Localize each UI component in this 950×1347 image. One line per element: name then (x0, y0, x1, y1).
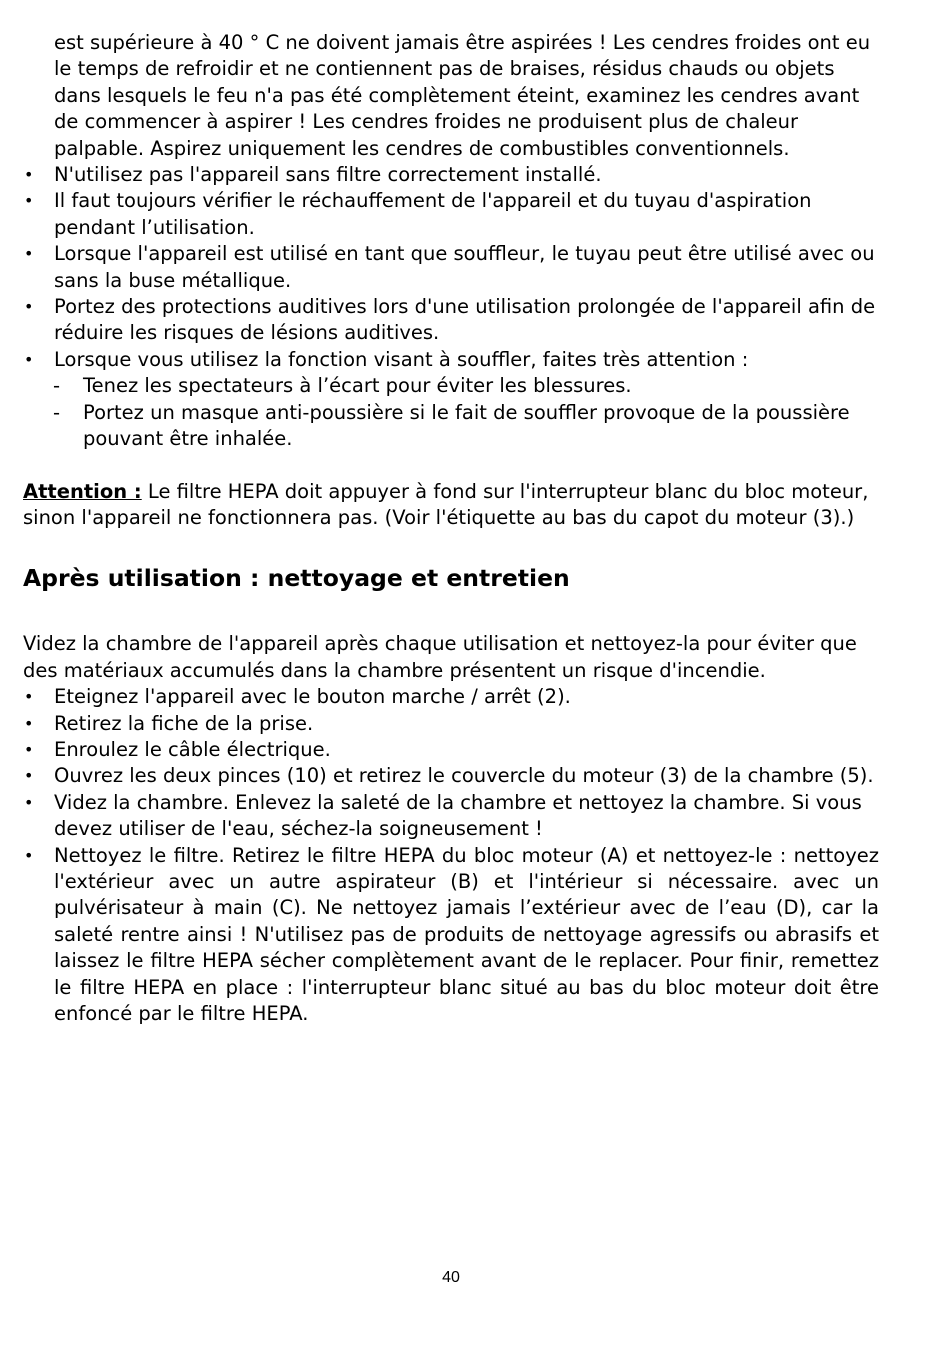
sub-list-item (23, 400, 879, 453)
bullet-icon: • (24, 713, 34, 733)
document-page (23, 30, 879, 1027)
list-item (23, 347, 879, 373)
dash-icon: - (53, 374, 61, 398)
list-item-text: Retirez la fiche de la prise. (54, 711, 314, 735)
bullet-icon: • (24, 792, 34, 812)
dash-icon: - (53, 400, 61, 424)
list-item (23, 294, 879, 347)
bullet-icon: • (24, 165, 34, 185)
list-item (23, 790, 879, 843)
bullet-icon: • (24, 349, 34, 369)
list-item-text: Eteignez l'appareil avec le bouton marche / arrêt (2). (54, 685, 571, 709)
bullet-icon: • (24, 739, 34, 759)
bullet-icon: • (24, 766, 34, 786)
list-item-text: N'utilisez pas l'appareil sans filtre correctement installé. (54, 163, 602, 187)
list-item-text: Lorsque vous utilisez la fonction visant à souffler, faites très attention : (54, 347, 749, 371)
list-item-text: Portez des protections auditives lors d'une utilisation prolongée de l'appareil afin de réduire les risques de lésions auditives. (54, 295, 876, 345)
list-item (23, 737, 879, 763)
cleaning-bullet-list (23, 684, 879, 1027)
list-item-text: Enroulez le câble électrique. (54, 737, 331, 761)
attention-note (23, 479, 879, 532)
list-item (23, 843, 879, 1028)
list-item-text: Videz la chambre. Enlevez la saleté de la chambre et nettoyez la chambre. Si vous devez utiliser de l'eau, séchez-la soigneusement ! (54, 790, 862, 841)
blower-sub-list (23, 373, 879, 452)
list-item (23, 711, 879, 737)
section-heading: Après utilisation : nettoyage et entretien (23, 564, 570, 593)
list-item (23, 188, 879, 241)
list-item-text: Nettoyez le filtre. Retirez le filtre HEPA du bloc moteur (A) et nettoyez-le : nettoyez l'extérieur avec un autre aspirateur (B) et l'intérieur si nécessaire. avec un pulvérisateur à main (C). Ne nettoyez jamais l’extérieur avec de l’eau (D), car la saleté rentre ainsi ! N'utilisez pas de produits de nettoyage agressifs ou abrasifs et laissez le filtre HEPA sécher complètement avant de le replacer. Pour finir, remettez le filtre HEPA en place : l'interrupteur blanc situé au bas du bloc moteur doit être enfoncé par le filtre HEPA. (54, 843, 879, 1025)
intro-paragraph: Videz la chambre de l'appareil après chaque utilisation et nettoyez-la pour éviter que des matériaux accumulés dans la chambre présentent un risque d'incendie. (23, 632, 857, 682)
list-item (23, 162, 879, 188)
list-item-text: Lorsque l'appareil est utilisé en tant que souffleur, le tuyau peut être utilisé avec ou sans la buse métallique. (54, 242, 875, 292)
list-item (23, 241, 879, 294)
attention-label: Attention : (23, 479, 142, 503)
bullet-icon: • (24, 191, 34, 211)
sub-list-item-text: Portez un masque anti-poussière si le fait de souffler provoque de la poussière pouvant être inhalée. (83, 400, 850, 451)
sub-list-item (23, 373, 879, 399)
safety-bullet-list (23, 162, 879, 373)
continuation-paragraph: est supérieure à 40 ° C ne doivent jamais être aspirées ! Les cendres froides ont eu le temps de refroidir et ne contiennent pas de braises, résidus chauds ou objets dans lesquels le feu n'a pas été complètement éteint, examinez les cendres avant de commencer à aspirer ! Les cendres froides ne produisent plus de chaleur palpable. Aspirez uniquement les cendres de combustibles conventionnels. (54, 31, 871, 160)
page-number: 40 (442, 1269, 460, 1286)
list-item-text: Il faut toujours vérifier le réchauffement de l'appareil et du tuyau d'aspiration pendant l’utilisation. (54, 189, 812, 239)
list-item (23, 684, 879, 710)
bullet-icon: • (24, 687, 34, 707)
bullet-icon: • (24, 845, 34, 865)
bullet-icon: • (24, 244, 34, 264)
sub-list-item-text: Tenez les spectateurs à l’écart pour éviter les blessures. (83, 374, 632, 398)
attention-text: Le filtre HEPA doit appuyer à fond sur l'interrupteur blanc du bloc moteur, sinon l'appareil ne fonctionnera pas. (Voir l'étiquette au bas du capot du moteur (3).) (23, 479, 869, 529)
bullet-icon: • (24, 297, 34, 317)
list-item-text: Ouvrez les deux pinces (10) et retirez le couvercle du moteur (3) de la chambre (5). (54, 764, 874, 788)
list-item (23, 763, 879, 789)
